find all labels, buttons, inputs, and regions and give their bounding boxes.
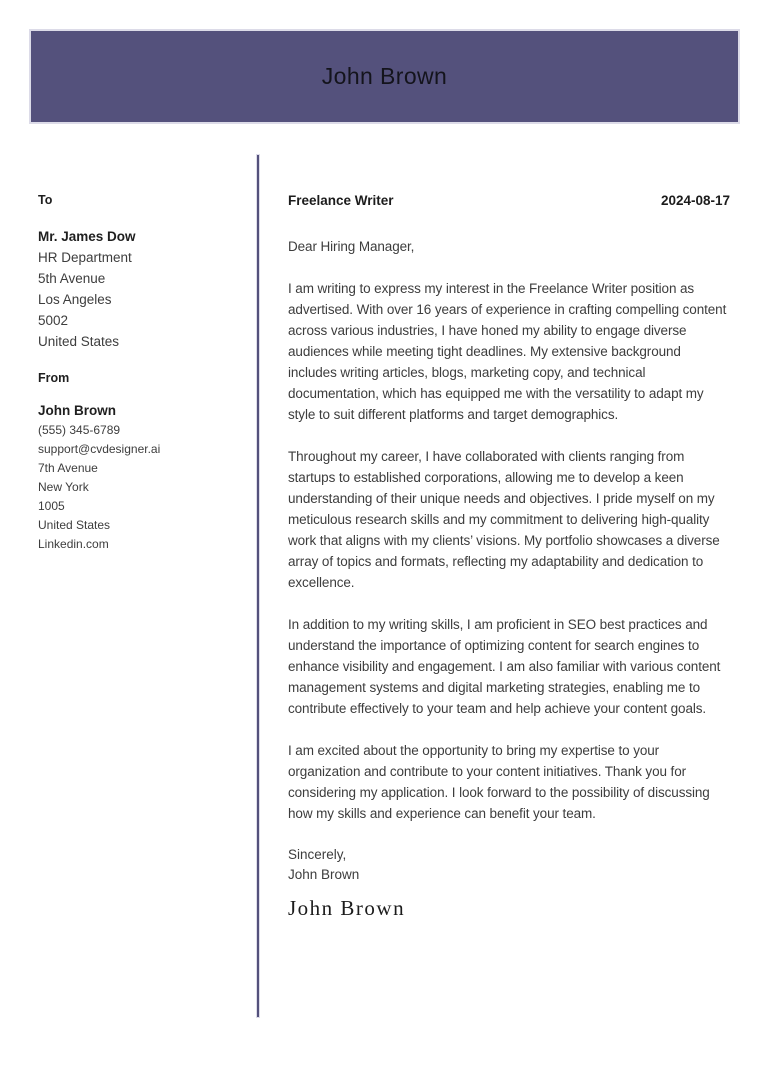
contact-sidebar [38,155,257,1017]
letter-paragraph-1: I am writing to express my interest in the Freelance Writer position as advertised. With over 16 years of experience in crafting compelling content across various industries, I have honed my ability to engage diverse audiences while meeting tight deadlines. My extensive background includes writing articles, blogs, marketing copy, and technical documentation, which has equipped me with the versatility to adapt my style to suit different platforms and target demographics. [288,281,727,422]
candidate-name-title: John Brown [321,63,448,89]
sender-city: New York [38,480,89,494]
sender-street: 7th Avenue [38,461,98,475]
letter-paragraph-4: I am excited about the opportunity to bring my expertise to your organization and contribute to your content initiatives. Thank you for considering my application. I look forward to the possibility of discussing how my skills and experience can benefit your team. [288,743,710,821]
vertical-divider [257,155,259,1017]
closing-block [288,845,730,885]
recipient-country: United States [38,334,120,349]
sender-section [38,371,257,554]
recipient-heading: To [38,193,53,207]
letter-date: 2024-08-17 [660,193,730,208]
salutation: Dear Hiring Manager, [288,239,415,254]
letter-header-row [288,193,730,208]
recipient-street: 5th Avenue [38,271,106,286]
sender-email: support@cvdesigner.ai [38,442,161,456]
letter-body [288,155,730,1017]
letter-content [38,155,730,1017]
letter-paragraph-3: In addition to my writing skills, I am proficient in SEO best practices and understand the importance of optimizing content for search engines to enhance visibility and engagement. I am also familiar with various content management systems and digital marketing strategies, enabling me to contribute effectively to your team and help achieve your content goals. [288,617,721,716]
sender-heading: From [38,371,70,385]
handwritten-signature: John Brown [288,896,406,920]
header-banner [29,29,740,124]
recipient-name: Mr. James Dow [38,229,136,244]
closing-name: John Brown [288,867,360,882]
closing-word: Sincerely, [288,847,347,862]
recipient-section [38,193,257,352]
sender-zip: 1005 [38,499,65,513]
sender-country: United States [38,518,111,532]
job-title: Freelance Writer [288,193,394,208]
letter-paragraph-2: Throughout my career, I have collaborated with clients ranging from startups to established corporations, allowing me to develop a keen understanding of their unique needs and objectives. I pride myself on my meticulous research skills and my commitment to delivering high-quality work that aligns with my clients’ visions. My portfolio showcases a diverse array of topics and formats, reflecting my adaptability and dedication to excellence. [288,449,720,590]
sender-phone: (555) 345-6789 [38,423,121,437]
recipient-department: HR Department [38,250,132,265]
sender-name: John Brown [38,403,116,418]
sender-linkedin: Linkedin.com [38,537,109,551]
recipient-city: Los Angeles [38,292,112,307]
recipient-zip: 5002 [38,313,69,328]
